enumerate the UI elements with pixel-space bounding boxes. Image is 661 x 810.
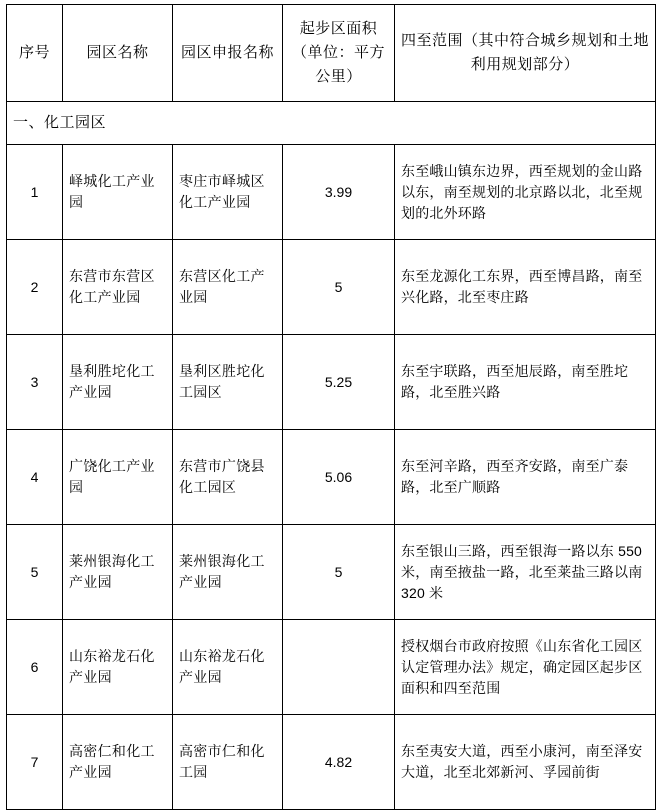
- row-park-name: 山东裕龙石化产业园: [63, 620, 173, 715]
- row-apply-name: 东营区化工产业园: [173, 240, 283, 335]
- row-park-name: 峄城化工产业园: [63, 145, 173, 240]
- row-scope: 东至河辛路，西至齐安路，南至广泰路，北至广顺路: [395, 430, 656, 525]
- row-area: 5: [283, 525, 395, 620]
- row-scope: 东至银山三路，西至银海一路以东 550 米，南至掖盐一路，北至莱盐三路以南 320 米: [395, 525, 656, 620]
- header-scope: 四至范围（其中符合城乡规划和土地利用规划部分）: [395, 5, 656, 102]
- row-scope: 授权烟台市政府按照《山东省化工园区认定管理办法》规定，确定园区起步区面积和四至范围: [395, 620, 656, 715]
- table-header: [7, 5, 656, 102]
- row-apply-name: 枣庄市峄城区化工产业园: [173, 145, 283, 240]
- row-area: 5: [283, 240, 395, 335]
- row-area: 3.99: [283, 145, 395, 240]
- row-index: 4: [7, 430, 63, 525]
- row-index: 7: [7, 715, 63, 810]
- row-park-name: 东营市东营区化工产业园: [63, 240, 173, 335]
- table-body: [7, 102, 656, 810]
- table-row: [7, 715, 656, 810]
- row-apply-name: 山东裕龙石化产业园: [173, 620, 283, 715]
- row-apply-name: 高密市仁和化工园: [173, 715, 283, 810]
- row-park-name: 高密仁和化工产业园: [63, 715, 173, 810]
- header-park-name: 园区名称: [63, 5, 173, 102]
- header-apply-name: 园区申报名称: [173, 5, 283, 102]
- table-row: [7, 620, 656, 715]
- row-scope: 东至峨山镇东边界，西至规划的金山路以东，南至规划的北京路以北，北至规划的北外环路: [395, 145, 656, 240]
- chemical-park-table: [6, 4, 656, 810]
- row-index: 2: [7, 240, 63, 335]
- row-apply-name: 东营市广饶县化工园区: [173, 430, 283, 525]
- row-index: 1: [7, 145, 63, 240]
- table-row: [7, 430, 656, 525]
- row-index: 6: [7, 620, 63, 715]
- table-row: [7, 240, 656, 335]
- row-area: 5.25: [283, 335, 395, 430]
- table-row: [7, 335, 656, 430]
- row-area: 4.82: [283, 715, 395, 810]
- row-apply-name: 垦利区胜坨化工园区: [173, 335, 283, 430]
- header-area: 起步区面积（单位：平方公里）: [283, 5, 395, 102]
- row-park-name: 广饶化工产业园: [63, 430, 173, 525]
- row-index: 5: [7, 525, 63, 620]
- row-scope: 东至夷安大道，西至小康河，南至泽安大道，北至北郊新河、孚园前街: [395, 715, 656, 810]
- header-index: 序号: [7, 5, 63, 102]
- row-park-name: 垦利胜坨化工产业园: [63, 335, 173, 430]
- row-apply-name: 莱州银海化工产业园: [173, 525, 283, 620]
- row-park-name: 莱州银海化工产业园: [63, 525, 173, 620]
- row-scope: 东至宇联路，西至旭辰路，南至胜坨路，北至胜兴路: [395, 335, 656, 430]
- row-scope: 东至龙源化工东界，西至博昌路，南至兴化路，北至枣庄路: [395, 240, 656, 335]
- section-header-row: [7, 102, 656, 145]
- row-area: [283, 620, 395, 715]
- section-title: 一、化工园区: [7, 102, 656, 145]
- row-index: 3: [7, 335, 63, 430]
- table-row: [7, 145, 656, 240]
- header-row: [7, 5, 656, 102]
- table-row: [7, 525, 656, 620]
- row-area: 5.06: [283, 430, 395, 525]
